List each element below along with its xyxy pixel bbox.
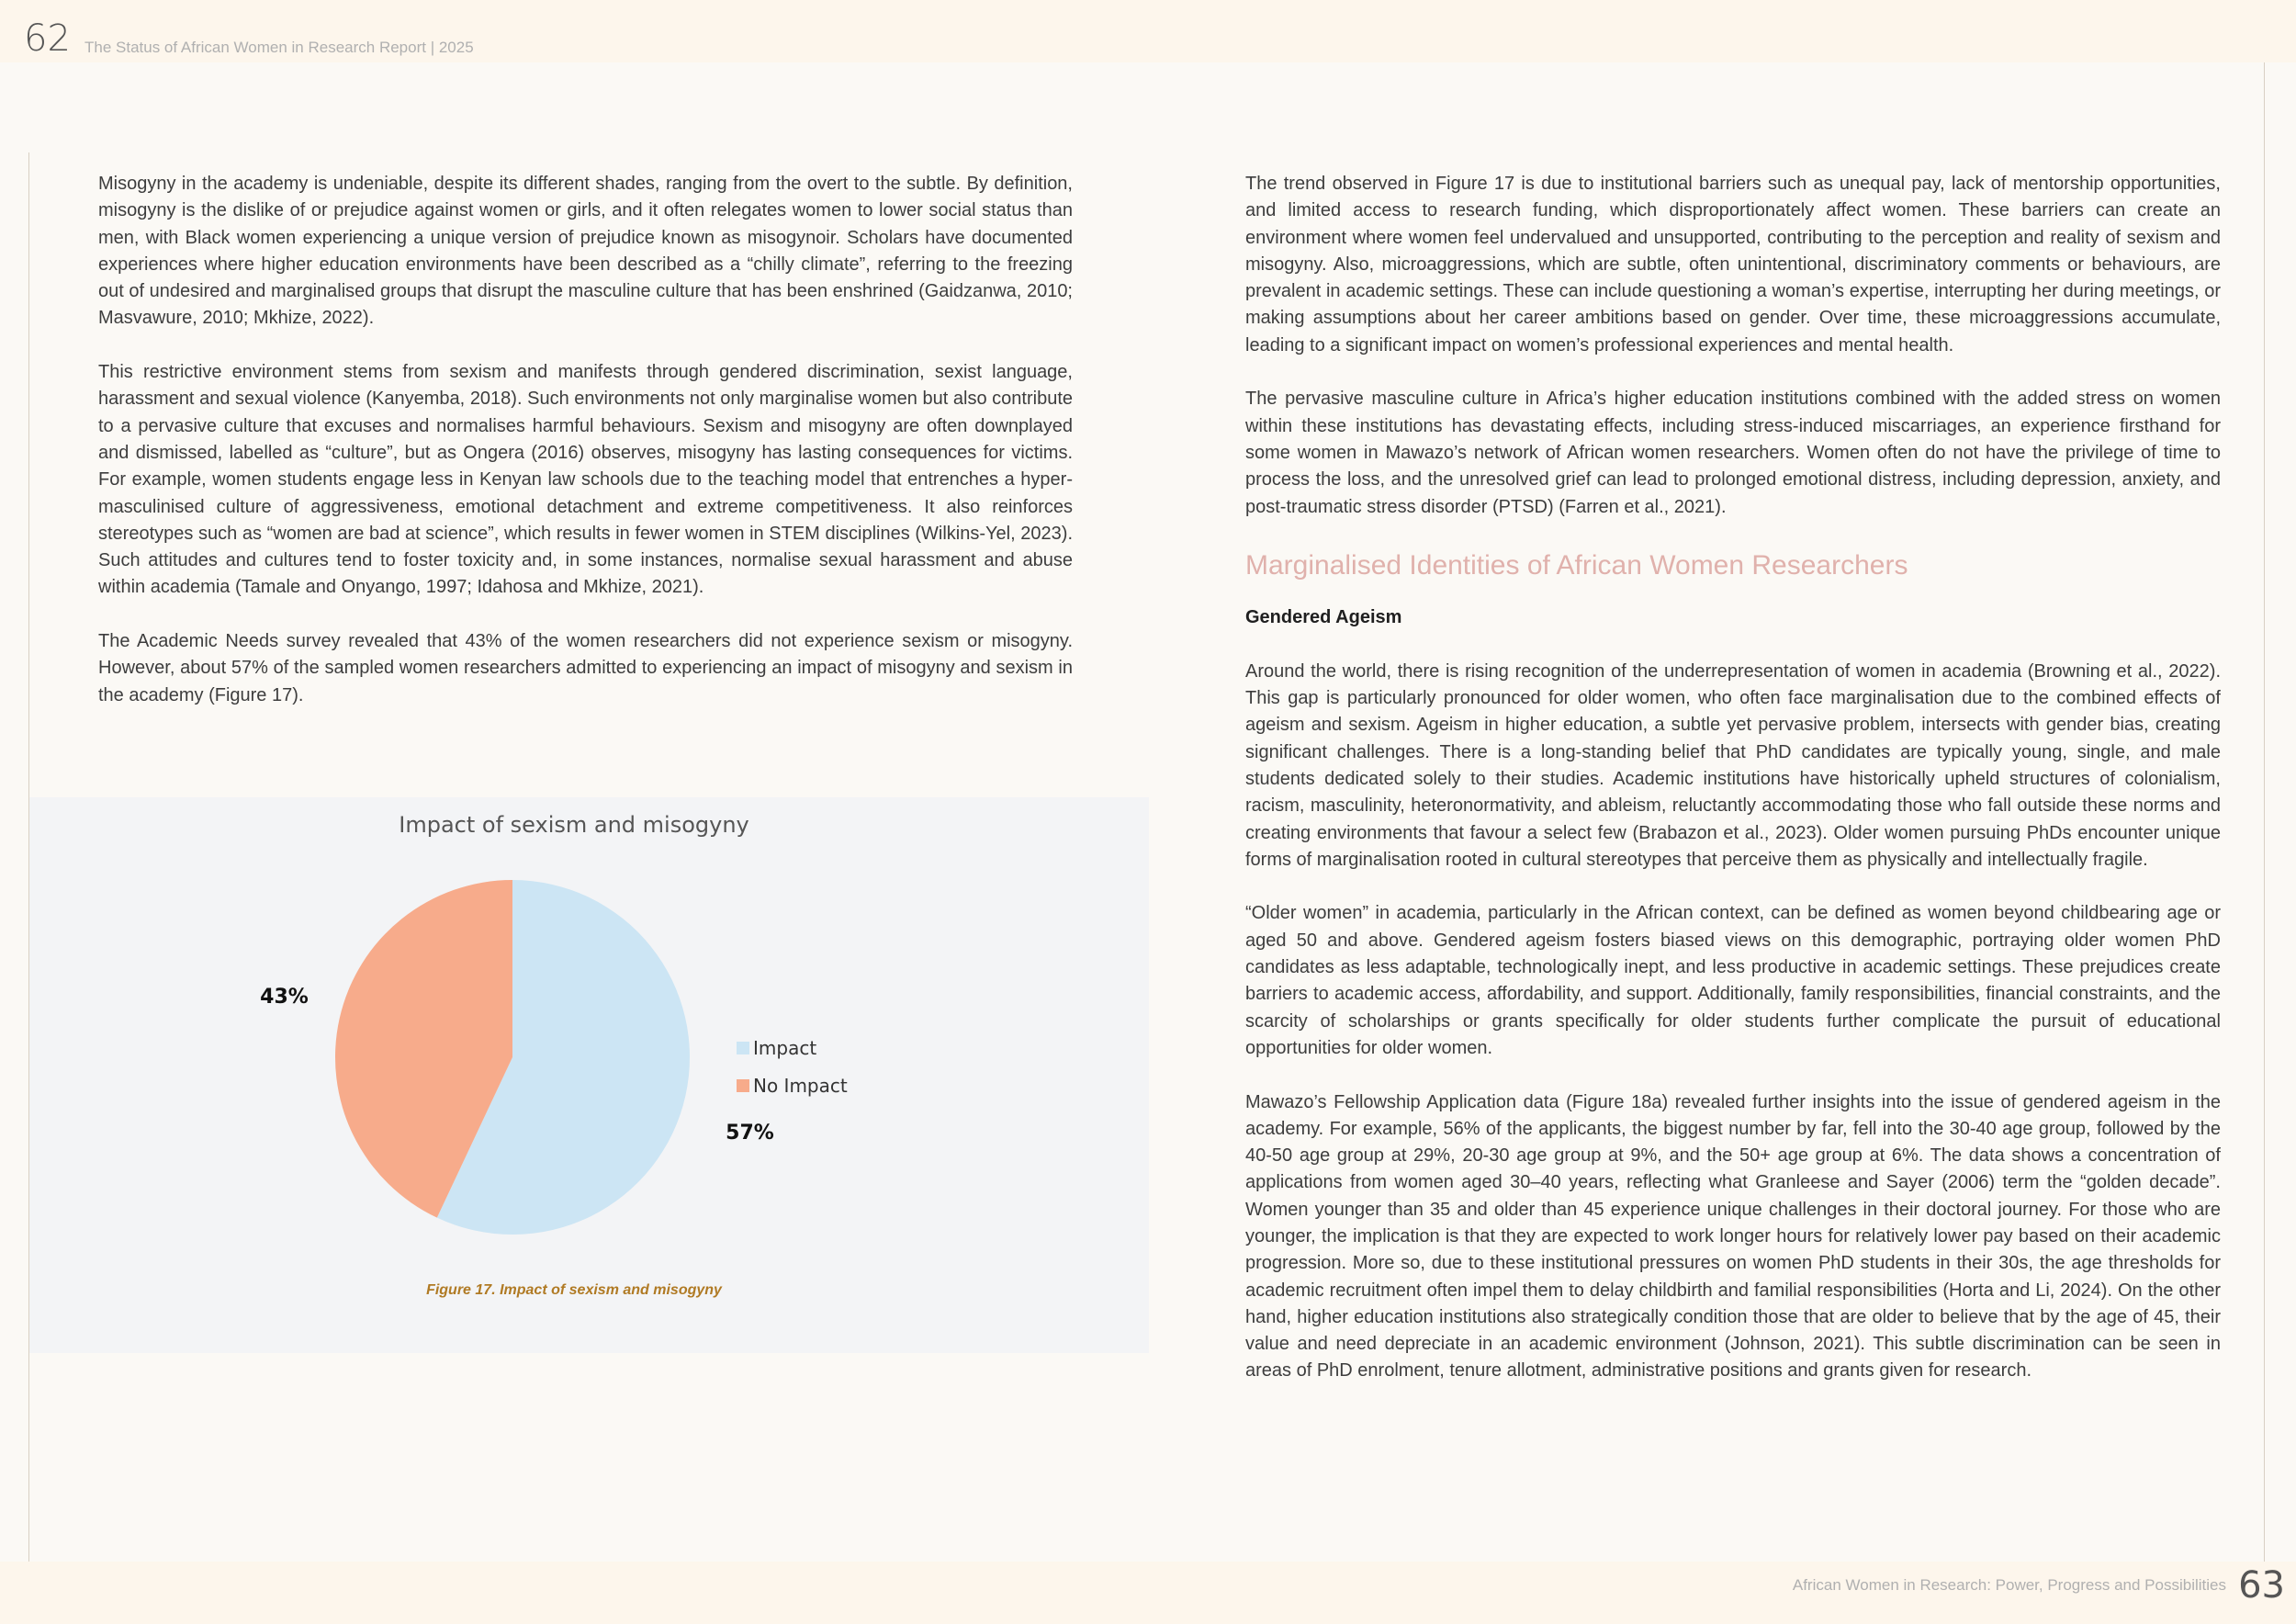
chart-legend — [737, 1029, 848, 1104]
legend-label: Impact — [753, 1036, 817, 1059]
chart-title: Impact of sexism and misogyny — [399, 812, 749, 838]
paragraph: Misogyny in the academy is undeniable, despite its different shades, ranging from the overt to the subtle. By definition, misogyny is the dislike of or prejudice against women or girls, and it often relegates women to lower social status than men, with Black women experiencing a unique version of prejudice known as misogynoir. Scholars have documented experiences where higher education environments have been described as a “chilly climate”, referring to the freezing out of undesired and marginalised groups that disrupt the masculine culture that has been enshrined (Gaidzanwa, 2010; Masvawure, 2010; Mkhize, 2022). — [98, 174, 1073, 329]
footer-title: African Women in Research: Power, Progress and Possibilities — [1792, 1576, 2226, 1594]
figure-17 — [29, 797, 1149, 1353]
paragraph: This restrictive environment stems from sexism and manifests through gendered discrimination, sexist language, harassment and sexual violence (Kanyemba, 2018). Such environments not only marginalise women but also contribute to a pervasive culture that excuses and normalises harmful behaviours. Sexism and misogyny are often downplayed and dismissed, labelled as “culture”, but as Ongera (2016) observes, misogyny has lasting consequences for victims. For example, women students engage less in Kenyan law schools due to the teaching model that entrenches a hyper-masculinised culture of aggressiveness, emotional detachment and extreme competitiveness. It also reinforces stereotypes such as “women are bad at science”, which results in fewer women in STEM disciplines (Wilkins-Yel, 2023). Such attitudes and cultures tend to foster toxicity and, in some instances, normalise sexual harassment and abuse within academia (Tamale and Onyango, 1997; Idahosa and Mkhize, 2021). — [98, 362, 1073, 598]
paragraph: The Academic Needs survey revealed that 43% of the women researchers did not experience sexism or misogyny. However, about 57% of the sampled women researchers admitted to experiencing an impact of misogyny and sexism in the academy (Figure 17). — [98, 631, 1073, 705]
right-column — [1245, 171, 2221, 1412]
legend-label: No Impact — [753, 1074, 848, 1097]
paragraph: Mawazo’s Fellowship Application data (Figure 18a) revealed further insights into the issue of gendered ageism in the academy. For example, 56% of the applicants, the biggest number by far, fell into the 30-40 age group, followed by the 40-50 age group at 29%, 20-30 age group at 9%, and the 50+ age group at 6%. The data shows a concentration of applications from women aged 30–40 years, reflecting what Granleese and Sayer (2006) term the “golden decade”. Women younger than 35 and older than 45 experience unique challenges in their doctoral journey. For those who are younger, the implication is that they are expected to work longer hours for relatively lower pay based on their academic progression. More so, due to these institutional pressures on women PhD students in their 30s, the age thresholds for academic recruitment often impel them to delay childbirth and familial responsibilities (Horta and Li, 2024). On the other hand, higher education institutions also strategically condition those that are older to believe that by the age of 45, their value and need depreciate in an academic environment (Johnson, 2021). This subtle discrimination can be seen in areas of PhD enrolment, tenure allotment, administrative positions and grants given for research. — [1245, 1091, 2221, 1382]
pie-chart — [29, 797, 1149, 1275]
paragraph: The trend observed in Figure 17 is due to institutional barriers such as unequal pay, lack of mentorship opportunities, and limited access to research funding, which disproportionately affect women. These barriers can create an environment where women feel undervalued and unsupported, contributing to the perception and reality of sexism and misogyny. Also, microaggressions, which are subtle, often unintentional, discriminatory comments or behaviours, are prevalent in academic settings. These can include questioning a woman’s expertise, interrupting her during meetings, or making assumptions about her career ambitions based on gender. Over time, these microaggressions accumulate, leading to a significant impact on women’s professional experiences and mental health. — [1245, 174, 2221, 355]
paragraph: The pervasive masculine culture in Africa’s higher education institutions combined with the added stress on women within these institutions has devastating effects, including stress-induced miscarriages, an experience firsthand for some women in Mawazo’s network of African women researchers. Women often do not have the privilege of time to process the loss, and the unresolved grief can lead to prolonged emotional distress, including depression, anxiety, and post-traumatic stress disorder (PTSD) (Farren et al., 2021). — [1245, 389, 2221, 517]
header-title: The Status of African Women in Research Report | 2025 — [84, 39, 474, 56]
legend-swatch-no-impact — [737, 1079, 749, 1092]
paragraph: Around the world, there is rising recognition of the underrepresentation of women in academia (Browning et al., 2022). This gap is particularly pronounced for older women, who often face marginalisation due to the combined effects of ageism and sexism. Ageism in higher education, a subtle yet pervasive problem, intersects with gender bias, creating significant challenges. There is a long-standing belief that PhD candidates are typically young, single, and male students dedicated solely to their studies. Academic institutions have historically upheld structures of colonialism, racism, masculinity, heteronormativity, and ableism, reluctantly accommodating those who fall outside these norms and creating environments that favour a select few (Brabazon et al., 2023). Older women pursuing PhDs encounter unique forms of marginalisation rooted in cultural stereotypes that perceive them as physically and intellectually fragile. — [1245, 660, 2221, 870]
page-number-right: 63 — [2238, 1564, 2285, 1607]
legend-item-no-impact — [737, 1066, 848, 1104]
left-column — [98, 171, 1073, 736]
legend-swatch-impact — [737, 1042, 749, 1054]
section-heading: Marginalised Identities of African Women Researchers — [1245, 550, 1908, 581]
pie-data-label: 57% — [726, 1121, 774, 1145]
pie-data-label: 43% — [260, 986, 309, 1009]
legend-item-impact — [737, 1029, 848, 1066]
page-number-left: 62 — [24, 17, 71, 60]
subheading: Gendered Ageism — [1245, 607, 1402, 628]
paragraph: “Older women” in academia, particularly in the African context, can be defined as women beyond childbearing age or aged 50 and above. Gendered ageism fosters biased views on this demographic, portraying older women PhD candidates as less adaptable, technologically inept, and less productive in academic settings. These prejudices create barriers to academic access, affordability, and support. Additionally, family responsibilities, financial constraints, and the scarcity of scholarships or grants specifically for older students further complicate the pursuit of educational opportunities for older women. — [1245, 903, 2221, 1058]
right-margin-rule — [2264, 62, 2265, 1562]
figure-caption: Figure 17. Impact of sexism and misogyny — [426, 1282, 722, 1298]
